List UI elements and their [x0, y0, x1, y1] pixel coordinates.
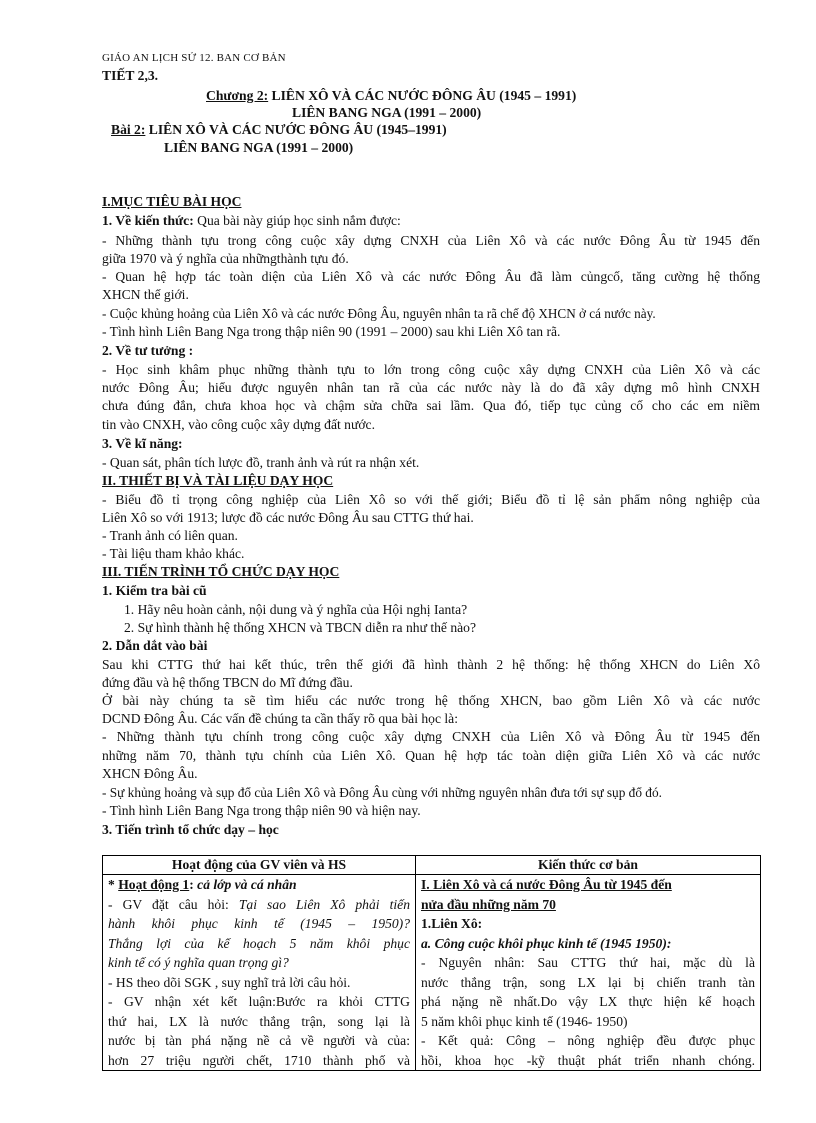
- knowledge-subheading-ussr: 1.Liên Xô:: [421, 916, 483, 931]
- activity-mode: cả lớp và cá nhân: [197, 877, 297, 892]
- intro-para-1b: đứng đầu và hệ thống TBCN do Mĩ đứng đầu.: [102, 675, 353, 690]
- intro-para-5: - Tình hình Liên Bang Nga trong thập niên 90 và hiện nay.: [102, 803, 421, 818]
- thought-line-4: tin vào CNXH, vào công cuộc xây dựng đất nước.: [102, 417, 375, 432]
- check-question-2: 2. Sự hình thành hệ thống XHCN và TBCN diễn ra như thế nào?: [124, 620, 477, 635]
- activity-line-5: - HS theo dõi SGK , suy nghĩ trả lời câu hỏi.: [108, 974, 351, 990]
- activity-line-8: nước bị tàn phá nặng nề cả về người và của:: [108, 1033, 410, 1048]
- table-row: [103, 875, 761, 1071]
- thought-line-1: - Học sinh khâm phục những thành tựu to lớn trong công cuộc xây dựng CNXH của Liên Xô và các: [102, 362, 760, 377]
- intro-para-1a: Sau khi CTTG thứ hai kết thúc, trên thế giới đã hình thành 2 hệ thống: hệ thống XHCN do Liên Xô: [102, 657, 760, 672]
- knowledge-subheading-recovery: a. Công cuộc khôi phục kinh tế (1945 1950):: [421, 935, 672, 951]
- lesson-title-text: LIÊN XÔ VÀ CÁC NƯỚC ĐÔNG ÂU (1945–1991): [145, 122, 447, 137]
- lesson-number: TIẾT 2,3.: [102, 68, 159, 83]
- chapter-title-text: LIÊN XÔ VÀ CÁC NƯỚC ĐÔNG ÂU (1945 – 1991): [268, 88, 577, 103]
- activity-line-2: hành khôi phục kinh tế (1945 – 1950)?: [108, 916, 410, 931]
- skill-line-1: - Quan sát, phân tích lược đồ, tranh ảnh và rút ra nhận xét.: [102, 455, 420, 470]
- knowledge-heading: [102, 212, 401, 229]
- activity-line-7: thứ hai, LX là nước thắng trận, song lại là: [108, 1013, 410, 1029]
- intro-para-2b: DCND Đông Âu. Các vấn đề chúng ta cần thấy rõ qua bài học là:: [102, 711, 458, 726]
- activity-line-6: - GV nhận xét kết luận:Bước ra khỏi CTTG: [108, 994, 410, 1009]
- check-heading: 1. Kiểm tra bài cũ: [102, 583, 207, 598]
- knowledge-line-5: - Kết quả: Công – nông nghiệp đều được phục: [421, 1033, 755, 1048]
- section-3-title: III. TIẾN TRÌNH TỔ CHỨC DẠY HỌC: [102, 564, 340, 579]
- knowledge-line-6: hồi, khoa học -kỹ thuật phát triển nhanh chóng.: [421, 1052, 755, 1068]
- knowledge-cell: [416, 875, 761, 1071]
- knowledge-line-1: - Nguyên nhân: Sau CTTG thứ hai, mặc dù là: [421, 955, 755, 970]
- lesson-table: [102, 855, 761, 1071]
- section-2-title: II. THIẾT BỊ VÀ TÀI LIỆU DẠY HỌC: [102, 473, 334, 488]
- table-header-activities: Hoạt động của GV viên và HS: [103, 856, 416, 875]
- activity-line-1: [108, 895, 410, 915]
- skill-heading: 3. Về kĩ năng:: [102, 436, 183, 451]
- intro-para-3b: những năm 70, thành tựu chính của Liên Xô. Quan hệ hợp tác toàn diện giữa Liên Xô và các nước: [102, 748, 760, 763]
- intro-para-3a: - Những thành tựu chính trong công cuộc xây dựng CNXH của Liên Xô và Đông Âu từ 1945 đến: [102, 729, 760, 744]
- equipment-line-2: - Tranh ảnh có liên quan.: [102, 528, 238, 543]
- knowledge-item-1a: - Những thành tựu trong công cuộc xây dựng CNXH của Liên Xô và các nước Đông Âu từ 1945 đến: [102, 233, 760, 248]
- activity-line-4: kinh tế có ý nghĩa quan trọng gì?: [108, 955, 289, 970]
- intro-para-3c: XHCN Đông Âu.: [102, 766, 198, 781]
- knowledge-item-1b: giữa 1970 và ý nghĩa của nhữngthành tựu đó.: [102, 251, 349, 266]
- activity-colon: :: [189, 877, 198, 892]
- knowledge-item-3: - Cuộc khủng hoảng của Liên Xô và các nước Đông Âu, nguyên nhân ta rã chế độ XHCN ở cá nước này.: [102, 306, 656, 321]
- chapter-subtitle: LIÊN BANG NGA (1991 – 2000): [292, 105, 482, 120]
- activity-line-1-question: Tại sao Liên Xô phải tiến: [238, 896, 410, 912]
- course-header: GIÁO AN LỊCH SỬ 12. BAN CƠ BẢN: [102, 52, 286, 64]
- equipment-line-3: - Tài liệu tham khảo khác.: [102, 546, 245, 561]
- lesson-subtitle: LIÊN BANG NGA (1991 – 2000): [164, 140, 354, 155]
- thought-heading: 2. Về tư tưởng :: [102, 343, 194, 358]
- table-header-knowledge: Kiến thức cơ bản: [416, 856, 761, 875]
- process-heading: 3. Tiến trình tổ chức dạy – học: [102, 822, 279, 837]
- knowledge-heading-1: I. Liên Xô và cá nước Đông Âu từ 1945 đến: [421, 877, 672, 892]
- table-header-row: [103, 856, 761, 875]
- knowledge-line-4: 5 năm khôi phục kinh tế (1946- 1950): [421, 1013, 628, 1029]
- intro-para-2a: Ở bài này chúng ta sẽ tìm hiểu các nước trong hệ thống XHCN, bao gồm Liên Xô và các nước: [102, 693, 760, 708]
- intro-heading: 2. Dẫn dắt vào bài: [102, 638, 208, 653]
- activities-cell: [103, 875, 416, 1071]
- activity-bullet: *: [108, 877, 119, 892]
- knowledge-intro: Qua bài này giúp học sinh nắm được:: [193, 213, 401, 228]
- lesson-title: [111, 121, 447, 138]
- knowledge-item-2a: - Quan hệ hợp tác toàn diện của Liên Xô và các nước Đông Âu đã làm củngcố, tăng cường hệ thống: [102, 269, 760, 284]
- chapter-label: Chương 2:: [206, 88, 269, 103]
- intro-para-4: - Sự khủng hoảng và sụp đổ của Liên Xô và Đông Âu cùng với những nguyên nhân đưa tới sự sụp đổ đó.: [102, 785, 662, 800]
- thought-line-3: chưa đúng đắn, chưa khoa học và chậm sửa chữa sai lầm. Qua đó, tiếp tục củng cố cho các em niềm: [102, 398, 760, 413]
- equipment-line-1a: - Biểu đồ tỉ trọng công nghiệp của Liên Xô so với thế giới; Biểu đồ tỉ lệ sản phẩm nông nghiệp của: [102, 492, 760, 507]
- activity-line-1-plain: - GV đặt câu hỏi:: [108, 896, 239, 912]
- knowledge-heading-2: nửa đầu những năm 70: [421, 896, 556, 912]
- knowledge-item-2b: XHCN thế giới.: [102, 287, 189, 302]
- thought-line-2: nước Đông Âu; hiểu được nguyên nhân tan rã của các nước này là do đã xây dựng mô hình CNXH: [102, 380, 760, 395]
- activity-label: Hoạt động 1: [118, 877, 190, 892]
- lesson-label: Bài 2:: [111, 122, 146, 137]
- knowledge-line-2: nước thắng trận, song LX lại bị chiến tranh tàn: [421, 974, 755, 990]
- activity-1-heading: [108, 875, 410, 895]
- activity-line-9: hơn 27 triệu người chết, 1710 thành phố và: [108, 1052, 410, 1068]
- knowledge-item-4: - Tình hình Liên Bang Nga trong thập niên 90 (1991 – 2000) sau khi Liên Xô tan rã.: [102, 324, 561, 339]
- section-1-title: I.MỤC TIÊU BÀI HỌC: [102, 194, 242, 209]
- check-question-1: 1. Hãy nêu hoàn cảnh, nội dung và ý nghĩa của Hội nghị Ianta?: [124, 602, 468, 617]
- knowledge-line-3: phá nặng nề nhất.Do vậy LX thực hiện kế hoạch: [421, 994, 755, 1009]
- activity-line-3: Thắng lợi của kế hoạch 5 năm khôi phục: [108, 935, 410, 951]
- equipment-line-1b: Liên Xô so với 1913; lược đồ các nước Đông Âu sau CTTG thứ hai.: [102, 510, 474, 525]
- knowledge-label: 1. Về kiến thức:: [102, 213, 194, 228]
- chapter-title: [206, 87, 576, 104]
